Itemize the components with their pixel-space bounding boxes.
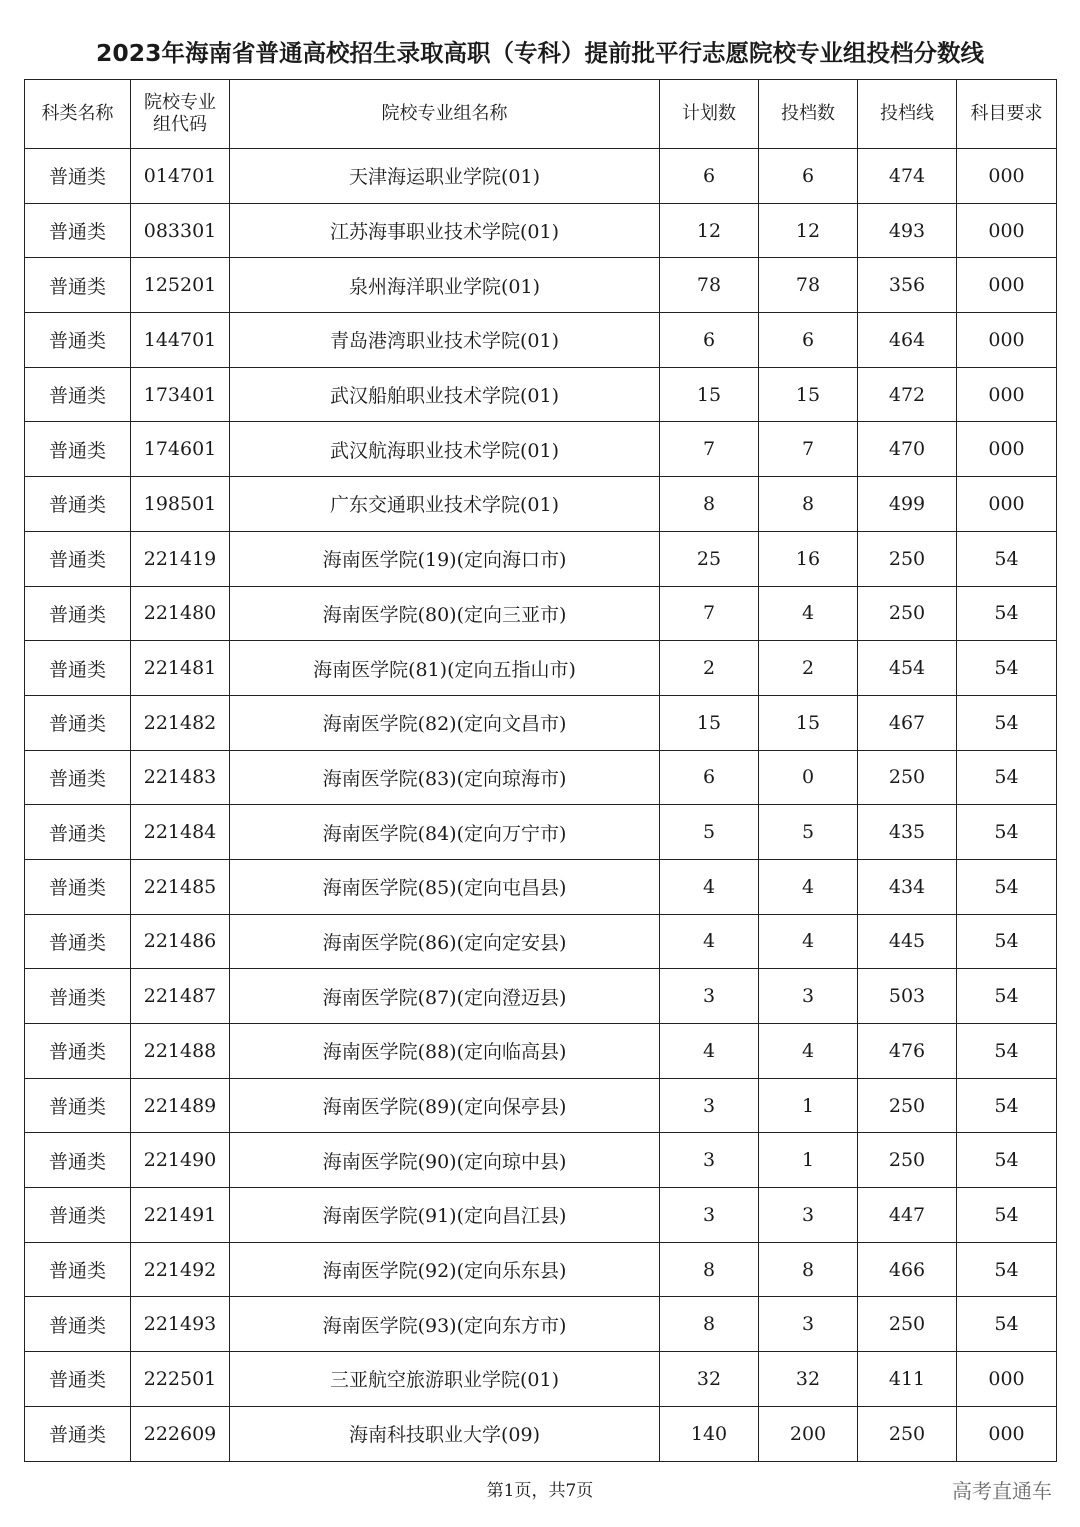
cell-category: 普通类 xyxy=(25,1242,131,1297)
header-filed: 投档数 xyxy=(759,80,858,149)
cell-cutoff: 250 xyxy=(858,750,957,805)
cell-subjects: 000 xyxy=(957,367,1057,422)
admission-score-table xyxy=(24,79,1057,1462)
cell-category: 普通类 xyxy=(25,1133,131,1188)
table-row xyxy=(25,1024,1057,1079)
cell-subjects: 54 xyxy=(957,914,1057,969)
cell-category: 普通类 xyxy=(25,367,131,422)
cell-name: 海南医学院(88)(定向临高县) xyxy=(230,1024,660,1079)
cell-category: 普通类 xyxy=(25,859,131,914)
cell-name: 武汉航海职业技术学院(01) xyxy=(230,422,660,477)
cell-category: 普通类 xyxy=(25,1352,131,1407)
cell-filed: 1 xyxy=(759,1133,858,1188)
cell-code: 173401 xyxy=(131,367,230,422)
cell-category: 普通类 xyxy=(25,1188,131,1243)
cell-cutoff: 472 xyxy=(858,367,957,422)
cell-cutoff: 250 xyxy=(858,1406,957,1461)
cell-filed: 8 xyxy=(759,1242,858,1297)
table-header-row xyxy=(25,80,1057,149)
cell-plan: 15 xyxy=(660,695,759,750)
cell-name: 天津海运职业学院(01) xyxy=(230,149,660,204)
cell-code: 221484 xyxy=(131,805,230,860)
table-row xyxy=(25,149,1057,204)
cell-category: 普通类 xyxy=(25,531,131,586)
cell-subjects: 000 xyxy=(957,422,1057,477)
cell-cutoff: 466 xyxy=(858,1242,957,1297)
cell-filed: 32 xyxy=(759,1352,858,1407)
cell-subjects: 54 xyxy=(957,695,1057,750)
cell-filed: 4 xyxy=(759,586,858,641)
cell-cutoff: 503 xyxy=(858,969,957,1024)
page-title: 2023年海南省普通高校招生录取高职（专科）提前批平行志愿院校专业组投档分数线 xyxy=(96,39,984,67)
cell-plan: 6 xyxy=(660,149,759,204)
cell-code: 222501 xyxy=(131,1352,230,1407)
cell-code: 221480 xyxy=(131,586,230,641)
cell-code: 221486 xyxy=(131,914,230,969)
cell-plan: 8 xyxy=(660,1297,759,1352)
cell-subjects: 000 xyxy=(957,1406,1057,1461)
cell-cutoff: 356 xyxy=(858,258,957,313)
cell-filed: 12 xyxy=(759,203,858,258)
cell-code: 222609 xyxy=(131,1406,230,1461)
cell-name: 武汉船舶职业技术学院(01) xyxy=(230,367,660,422)
cell-code: 083301 xyxy=(131,203,230,258)
cell-plan: 12 xyxy=(660,203,759,258)
cell-name: 广东交通职业技术学院(01) xyxy=(230,477,660,532)
cell-filed: 16 xyxy=(759,531,858,586)
cell-plan: 140 xyxy=(660,1406,759,1461)
table-row xyxy=(25,203,1057,258)
cell-cutoff: 250 xyxy=(858,531,957,586)
cell-filed: 4 xyxy=(759,859,858,914)
table-row xyxy=(25,586,1057,641)
table-row xyxy=(25,969,1057,1024)
header-category: 科类名称 xyxy=(25,80,131,149)
cell-plan: 3 xyxy=(660,1133,759,1188)
cell-plan: 7 xyxy=(660,422,759,477)
table-row xyxy=(25,1078,1057,1133)
cell-name: 海南医学院(84)(定向万宁市) xyxy=(230,805,660,860)
cell-code: 125201 xyxy=(131,258,230,313)
cell-cutoff: 435 xyxy=(858,805,957,860)
table-row xyxy=(25,859,1057,914)
cell-code: 221483 xyxy=(131,750,230,805)
cell-name: 江苏海事职业技术学院(01) xyxy=(230,203,660,258)
cell-filed: 78 xyxy=(759,258,858,313)
cell-category: 普通类 xyxy=(25,477,131,532)
cell-subjects: 000 xyxy=(957,203,1057,258)
cell-name: 海南科技职业大学(09) xyxy=(230,1406,660,1461)
cell-code: 144701 xyxy=(131,313,230,368)
cell-name: 海南医学院(90)(定向琼中县) xyxy=(230,1133,660,1188)
cell-plan: 8 xyxy=(660,477,759,532)
cell-cutoff: 454 xyxy=(858,641,957,696)
cell-subjects: 54 xyxy=(957,1188,1057,1243)
table-row xyxy=(25,805,1057,860)
cell-code: 221485 xyxy=(131,859,230,914)
cell-subjects: 54 xyxy=(957,586,1057,641)
cell-subjects: 54 xyxy=(957,750,1057,805)
cell-code: 221481 xyxy=(131,641,230,696)
cell-subjects: 000 xyxy=(957,1352,1057,1407)
cell-code: 174601 xyxy=(131,422,230,477)
cell-name: 海南医学院(89)(定向保亭县) xyxy=(230,1078,660,1133)
cell-plan: 7 xyxy=(660,586,759,641)
table-row xyxy=(25,695,1057,750)
cell-filed: 15 xyxy=(759,695,858,750)
cell-plan: 3 xyxy=(660,1078,759,1133)
cell-plan: 6 xyxy=(660,750,759,805)
cell-code: 198501 xyxy=(131,477,230,532)
cell-code: 221490 xyxy=(131,1133,230,1188)
cell-plan: 32 xyxy=(660,1352,759,1407)
cell-filed: 1 xyxy=(759,1078,858,1133)
cell-plan: 5 xyxy=(660,805,759,860)
table-body xyxy=(25,149,1057,1462)
cell-plan: 4 xyxy=(660,914,759,969)
table-row xyxy=(25,367,1057,422)
table-row xyxy=(25,477,1057,532)
cell-category: 普通类 xyxy=(25,422,131,477)
cell-filed: 3 xyxy=(759,969,858,1024)
cell-subjects: 54 xyxy=(957,641,1057,696)
table-row xyxy=(25,641,1057,696)
cell-code: 221492 xyxy=(131,1242,230,1297)
cell-cutoff: 447 xyxy=(858,1188,957,1243)
cell-subjects: 000 xyxy=(957,258,1057,313)
table-row xyxy=(25,313,1057,368)
cell-name: 三亚航空旅游职业学院(01) xyxy=(230,1352,660,1407)
cell-category: 普通类 xyxy=(25,313,131,368)
cell-name: 泉州海洋职业学院(01) xyxy=(230,258,660,313)
header-cutoff: 投档线 xyxy=(858,80,957,149)
cell-plan: 6 xyxy=(660,313,759,368)
table-row xyxy=(25,1406,1057,1461)
cell-name: 海南医学院(92)(定向乐东县) xyxy=(230,1242,660,1297)
cell-plan: 15 xyxy=(660,367,759,422)
cell-plan: 2 xyxy=(660,641,759,696)
cell-filed: 15 xyxy=(759,367,858,422)
page-number: 第1页，共7页 xyxy=(486,1481,594,1501)
table-row xyxy=(25,750,1057,805)
cell-cutoff: 467 xyxy=(858,695,957,750)
cell-cutoff: 499 xyxy=(858,477,957,532)
table-row xyxy=(25,422,1057,477)
header-plan: 计划数 xyxy=(660,80,759,149)
cell-category: 普通类 xyxy=(25,1078,131,1133)
cell-filed: 8 xyxy=(759,477,858,532)
cell-category: 普通类 xyxy=(25,258,131,313)
cell-name: 海南医学院(83)(定向琼海市) xyxy=(230,750,660,805)
cell-category: 普通类 xyxy=(25,586,131,641)
cell-filed: 6 xyxy=(759,313,858,368)
watermark-brand: 高考直通车 xyxy=(952,1479,1052,1503)
cell-cutoff: 493 xyxy=(858,203,957,258)
cell-name: 海南医学院(86)(定向定安县) xyxy=(230,914,660,969)
cell-subjects: 54 xyxy=(957,1297,1057,1352)
cell-plan: 3 xyxy=(660,969,759,1024)
table-row xyxy=(25,1242,1057,1297)
table-row xyxy=(25,1133,1057,1188)
cell-category: 普通类 xyxy=(25,149,131,204)
cell-code: 221493 xyxy=(131,1297,230,1352)
header-subjects: 科目要求 xyxy=(957,80,1057,149)
cell-category: 普通类 xyxy=(25,750,131,805)
cell-code: 014701 xyxy=(131,149,230,204)
cell-subjects: 54 xyxy=(957,1078,1057,1133)
cell-filed: 3 xyxy=(759,1188,858,1243)
cell-filed: 4 xyxy=(759,914,858,969)
cell-code: 221419 xyxy=(131,531,230,586)
header-code xyxy=(131,80,230,149)
table-row xyxy=(25,258,1057,313)
cell-subjects: 000 xyxy=(957,313,1057,368)
cell-category: 普通类 xyxy=(25,805,131,860)
cell-filed: 3 xyxy=(759,1297,858,1352)
cell-code: 221489 xyxy=(131,1078,230,1133)
cell-category: 普通类 xyxy=(25,203,131,258)
cell-cutoff: 411 xyxy=(858,1352,957,1407)
cell-cutoff: 250 xyxy=(858,1297,957,1352)
cell-subjects: 000 xyxy=(957,149,1057,204)
cell-filed: 200 xyxy=(759,1406,858,1461)
cell-cutoff: 464 xyxy=(858,313,957,368)
cell-cutoff: 250 xyxy=(858,1133,957,1188)
cell-name: 海南医学院(19)(定向海口市) xyxy=(230,531,660,586)
cell-subjects: 54 xyxy=(957,531,1057,586)
cell-name: 海南医学院(87)(定向澄迈县) xyxy=(230,969,660,1024)
cell-subjects: 54 xyxy=(957,805,1057,860)
cell-code: 221487 xyxy=(131,969,230,1024)
cell-subjects: 54 xyxy=(957,1024,1057,1079)
header-code-label: 院校专业组代码 xyxy=(144,91,216,135)
cell-plan: 25 xyxy=(660,531,759,586)
table-row xyxy=(25,914,1057,969)
cell-subjects: 54 xyxy=(957,859,1057,914)
cell-category: 普通类 xyxy=(25,1406,131,1461)
cell-cutoff: 445 xyxy=(858,914,957,969)
cell-name: 海南医学院(80)(定向三亚市) xyxy=(230,586,660,641)
cell-subjects: 54 xyxy=(957,1133,1057,1188)
cell-category: 普通类 xyxy=(25,695,131,750)
cell-cutoff: 470 xyxy=(858,422,957,477)
cell-cutoff: 250 xyxy=(858,586,957,641)
cell-subjects: 54 xyxy=(957,1242,1057,1297)
cell-filed: 4 xyxy=(759,1024,858,1079)
cell-name: 海南医学院(81)(定向五指山市) xyxy=(230,641,660,696)
cell-plan: 8 xyxy=(660,1242,759,1297)
cell-code: 221491 xyxy=(131,1188,230,1243)
table-row xyxy=(25,1297,1057,1352)
cell-plan: 4 xyxy=(660,859,759,914)
cell-category: 普通类 xyxy=(25,1024,131,1079)
cell-plan: 78 xyxy=(660,258,759,313)
table-row xyxy=(25,531,1057,586)
cell-category: 普通类 xyxy=(25,969,131,1024)
cell-filed: 2 xyxy=(759,641,858,696)
cell-cutoff: 474 xyxy=(858,149,957,204)
table-row xyxy=(25,1352,1057,1407)
cell-name: 海南医学院(82)(定向文昌市) xyxy=(230,695,660,750)
cell-plan: 3 xyxy=(660,1188,759,1243)
cell-cutoff: 434 xyxy=(858,859,957,914)
cell-cutoff: 250 xyxy=(858,1078,957,1133)
cell-filed: 0 xyxy=(759,750,858,805)
cell-subjects: 000 xyxy=(957,477,1057,532)
cell-filed: 6 xyxy=(759,149,858,204)
cell-category: 普通类 xyxy=(25,914,131,969)
cell-filed: 5 xyxy=(759,805,858,860)
cell-code: 221488 xyxy=(131,1024,230,1079)
cell-name: 青岛港湾职业技术学院(01) xyxy=(230,313,660,368)
cell-plan: 4 xyxy=(660,1024,759,1079)
cell-name: 海南医学院(93)(定向东方市) xyxy=(230,1297,660,1352)
cell-name: 海南医学院(91)(定向昌江县) xyxy=(230,1188,660,1243)
cell-filed: 7 xyxy=(759,422,858,477)
cell-subjects: 54 xyxy=(957,969,1057,1024)
cell-category: 普通类 xyxy=(25,1297,131,1352)
table-row xyxy=(25,1188,1057,1243)
header-name: 院校专业组名称 xyxy=(230,80,660,149)
cell-code: 221482 xyxy=(131,695,230,750)
cell-cutoff: 476 xyxy=(858,1024,957,1079)
cell-name: 海南医学院(85)(定向屯昌县) xyxy=(230,859,660,914)
cell-category: 普通类 xyxy=(25,641,131,696)
